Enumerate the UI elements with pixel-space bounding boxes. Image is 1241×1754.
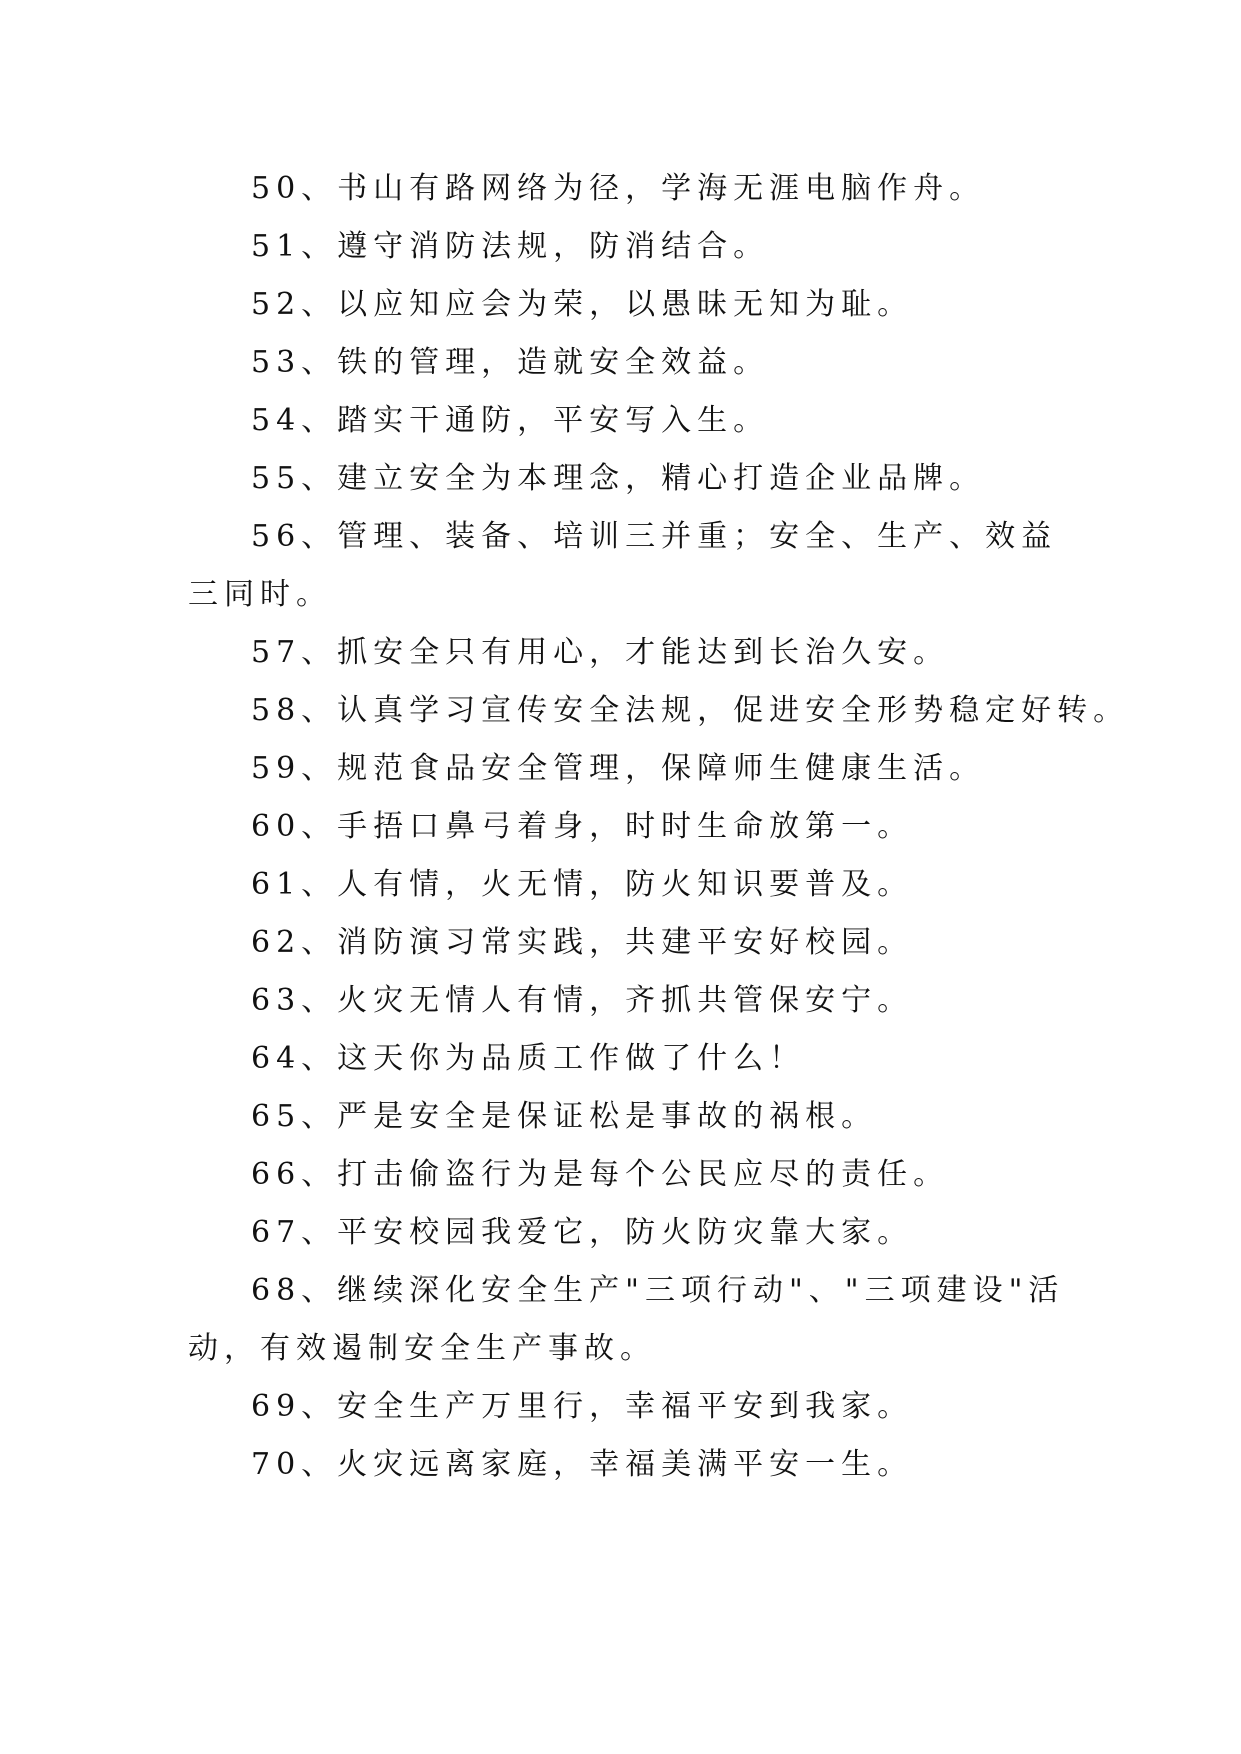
list-item: 65、严是安全是保证松是事故的祸根。 <box>251 1099 878 1134</box>
list-item: 54、踏实干通防，平安写入生。 <box>251 403 770 438</box>
list-item: 70、火灾远离家庭，幸福美满平安一生。 <box>251 1447 914 1482</box>
list-item: 61、人有情，火无情，防火知识要普及。 <box>251 867 914 902</box>
list-item: 50、书山有路网络为径，学海无涯电脑作舟。 <box>251 171 986 206</box>
list-item: 56、管理、装备、培训三并重；安全、生产、效益三同时。 <box>188 519 1058 612</box>
list-item: 55、建立安全为本理念，精心打造企业品牌。 <box>251 461 986 496</box>
list-item: 62、消防演习常实践，共建平安好校园。 <box>251 925 914 960</box>
slogan-list <box>188 160 1130 1494</box>
list-item: 59、规范食品安全管理，保障师生健康生活。 <box>251 751 986 786</box>
list-item: 58、认真学习宣传安全法规，促进安全形势稳定好转。 <box>251 693 1130 728</box>
list-item: 51、遵守消防法规，防消结合。 <box>251 229 770 264</box>
list-item: 57、抓安全只有用心，才能达到长治久安。 <box>251 635 950 670</box>
list-item: 63、火灾无情人有情，齐抓共管保安宁。 <box>251 983 914 1018</box>
list-item: 67、平安校园我爱它，防火防灾靠大家。 <box>251 1215 914 1250</box>
list-item: 64、这天你为品质工作做了什么！ <box>251 1041 806 1076</box>
list-item: 66、打击偷盗行为是每个公民应尽的责任。 <box>251 1157 950 1192</box>
list-item: 69、安全生产万里行，幸福平安到我家。 <box>251 1389 914 1424</box>
list-item: 53、铁的管理，造就安全效益。 <box>251 345 770 380</box>
list-item: 68、继续深化安全生产"三项行动"、"三项建设"活动，有效遏制安全生产事故。 <box>188 1273 1065 1366</box>
list-item: 52、以应知应会为荣，以愚昧无知为耻。 <box>251 287 914 322</box>
list-item: 60、手捂口鼻弓着身，时时生命放第一。 <box>251 809 914 844</box>
